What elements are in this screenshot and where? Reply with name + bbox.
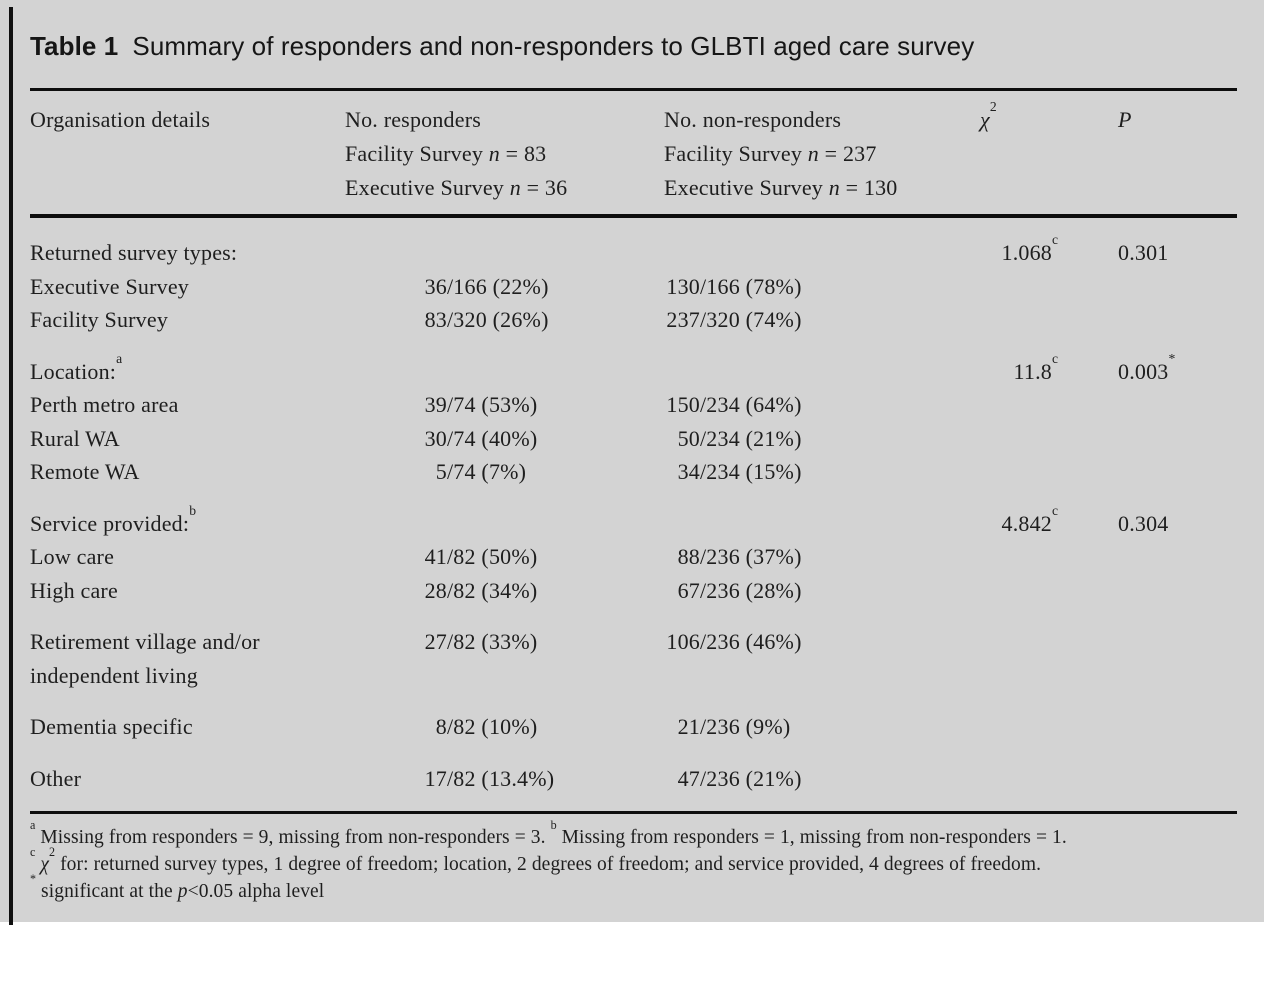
responders-value: 17/82 (13.4%) — [424, 765, 555, 791]
responders-value: 28/82 (34%) — [424, 577, 538, 603]
table-title-text: Summary of responders and non-responders to GLBTI aged care survey — [132, 31, 975, 61]
row-label: Remote WA — [30, 459, 140, 484]
responders-value: 27/82 (33%) — [424, 629, 538, 654]
non-responders-value: 130/166 (78%) — [666, 273, 802, 299]
header-col3-line1: No. non-responders — [664, 107, 842, 132]
p-value: 0.301 — [1118, 240, 1169, 265]
footnotes — [30, 817, 1237, 905]
non-responders-value: 67/236 (28%) — [677, 577, 802, 603]
section-label: Service provided:$^b$ — [30, 502, 196, 536]
row-label: Dementia specific — [30, 714, 193, 739]
header-organisation-details: Organisation details — [30, 107, 211, 132]
responders-value: 8/82 (10%) — [435, 714, 538, 739]
header-col3-line3: Executive Survey n = 130 — [664, 175, 898, 200]
footnote-line: * significant at the p<0.05 alpha level — [30, 871, 325, 902]
row-label: Rural WA — [30, 425, 120, 451]
chi-square-value: 4.842$^c$ — [1001, 502, 1059, 536]
responders-value: 83/320 (26%) — [424, 307, 549, 332]
row-label: High care — [30, 577, 118, 603]
non-responders-value: 34/234 (15%) — [677, 459, 802, 484]
table-section — [30, 625, 1237, 692]
table-section — [30, 762, 1237, 796]
responders-value: 36/166 (22%) — [424, 273, 549, 299]
header-rule — [30, 214, 1237, 218]
table-section — [30, 350, 1237, 489]
chi-square-value: 11.8$^c$ — [1013, 350, 1059, 384]
footnote-line: $^c$ $\chi^2$ for: returned survey types, 1 degree of freedom; location, 2 degrees of freedom; and service provided, 4 degrees of freedom. — [30, 844, 1042, 875]
responders-value: 5/74 (7%) — [435, 459, 527, 484]
table-body — [30, 232, 1237, 795]
row-label: Low care — [30, 544, 115, 569]
p-value: 0.304 — [1118, 510, 1169, 536]
header-col2-line2: Facility Survey n = 83 — [345, 141, 547, 166]
footnote-line: $^a$ Missing from responders = 9, missing from non-responders = 3. $^b$ Missing from responders = 1, missing from non-responders = 1. — [30, 817, 1067, 848]
responders-value: 39/74 (53%) — [424, 392, 538, 417]
non-responders-value: 88/236 (37%) — [677, 544, 802, 569]
non-responders-value: 106/236 (46%) — [666, 629, 802, 654]
table-section — [30, 232, 1237, 337]
row-label: Executive Survey — [30, 273, 189, 299]
header-col3-line2: Facility Survey n = 237 — [664, 141, 877, 166]
table-number: Table 1 — [30, 31, 119, 61]
table-section — [30, 502, 1237, 608]
non-responders-value: 50/234 (21%) — [677, 425, 802, 451]
table-title — [30, 30, 1237, 62]
top-rule — [30, 88, 1237, 91]
section-label: Location:$^a$ — [30, 350, 123, 384]
header-col2-line3: Executive Survey n = 36 — [345, 175, 568, 200]
table-header — [30, 99, 1237, 205]
non-responders-value: 47/236 (21%) — [677, 765, 802, 791]
non-responders-value: 21/236 (9%) — [677, 714, 791, 739]
chi-square-value: 1.068$^c$ — [1001, 232, 1059, 265]
non-responders-value: 150/234 (64%) — [666, 392, 802, 417]
header-p: P — [1118, 107, 1132, 132]
responders-value: 30/74 (40%) — [424, 425, 538, 451]
row-label: Facility Survey — [30, 307, 169, 332]
row-label: Retirement village and/or independent living — [30, 629, 260, 688]
row-label: Perth metro area — [30, 392, 179, 417]
section-label: Returned survey types: — [30, 240, 238, 265]
responders-value: 41/82 (50%) — [424, 544, 538, 569]
non-responders-value: 237/320 (74%) — [666, 307, 802, 332]
row-label: Other — [30, 765, 82, 791]
table-figure — [30, 0, 1237, 905]
header-chi-square: $\chi^2$ — [980, 99, 997, 132]
p-value: 0.003* — [1118, 350, 1176, 384]
table-section — [30, 710, 1237, 744]
header-col2-line1: No. responders — [345, 107, 481, 132]
scan-edge-bar — [9, 7, 13, 925]
footnote-rule — [30, 811, 1237, 814]
